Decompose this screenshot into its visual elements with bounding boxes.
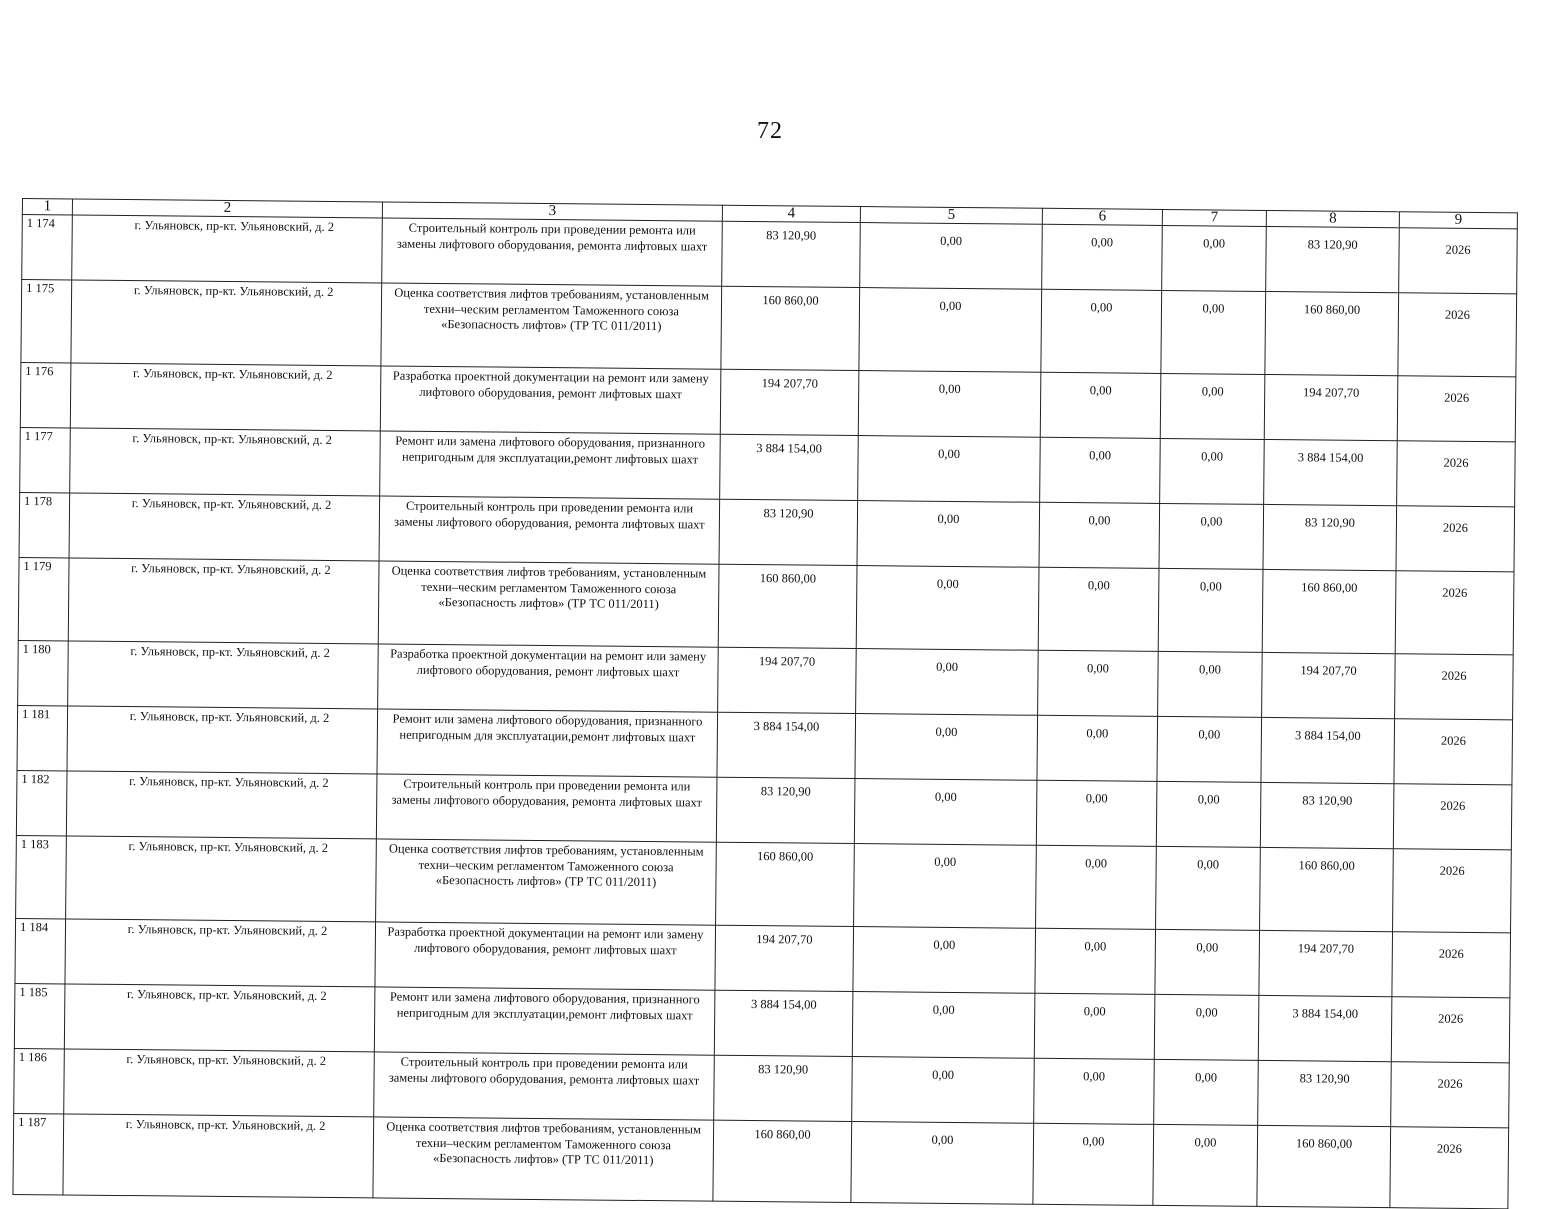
col5-cell: 0,00 (856, 649, 1039, 716)
row-number: 1 177 (20, 427, 71, 492)
year-cell: 2026 (1398, 293, 1517, 377)
row-number: 1 175 (21, 280, 72, 363)
col6-cell: 0,00 (1034, 1058, 1155, 1124)
table-row (21, 280, 1517, 377)
year-cell: 2026 (1393, 784, 1512, 850)
col7-cell: 0,00 (1158, 568, 1263, 652)
col6-cell: 0,00 (1036, 780, 1157, 846)
header-cell: 2 (72, 199, 382, 218)
address-cell: г. Ульяновск, пр-кт. Ульяновский, д. 2 (70, 363, 381, 431)
table-row (16, 835, 1512, 932)
col7-cell: 0,00 (1155, 929, 1260, 995)
work-type-cell: Разработка проектной документации на ремонт или замену лифтового оборудования, ремонт лифтовых шахт (380, 366, 721, 434)
header-cell: 1 (22, 199, 72, 215)
col6-cell: 0,00 (1036, 845, 1157, 929)
work-type-cell: Оценка соответствия лифтов требованиям, установленным техни–ческим регламентом Таможенного союза «Безопасность лифтов» (ТР ТС 011/2011) (376, 839, 717, 925)
col7-cell: 0,00 (1159, 503, 1264, 569)
header-cell: 6 (1042, 208, 1162, 225)
col7-cell: 0,00 (1158, 651, 1263, 717)
page-number: 72 (757, 118, 783, 144)
total-cost-cell: 194 207,70 (720, 369, 859, 435)
col7-cell: 0,00 (1156, 846, 1261, 930)
address-cell: г. Ульяновск, пр-кт. Ульяновский, д. 2 (63, 1114, 374, 1198)
address-cell: г. Ульяновск, пр-кт. Ульяновский, д. 2 (68, 558, 379, 644)
col7-cell: 0,00 (1160, 373, 1265, 439)
year-cell: 2026 (1396, 506, 1515, 572)
col8-cell: 83 120,90 (1258, 1060, 1392, 1126)
address-cell: г. Ульяновск, пр-кт. Ульяновский, д. 2 (69, 493, 380, 561)
table-row (13, 1113, 1509, 1208)
year-cell: 2026 (1390, 1127, 1509, 1209)
total-cost-cell: 160 860,00 (716, 842, 855, 926)
total-cost-cell: 160 860,00 (718, 564, 857, 648)
col8-cell: 194 207,70 (1264, 374, 1398, 440)
col7-cell: 0,00 (1154, 1059, 1259, 1125)
work-type-cell: Разработка проектной документации на ремонт или замену лифтового оборудования, ремонт лифтовых шахт (378, 644, 719, 712)
col8-cell: 3 884 154,00 (1261, 717, 1395, 783)
col5-cell: 0,00 (856, 566, 1039, 651)
col6-cell: 0,00 (1042, 224, 1163, 290)
col7-cell: 0,00 (1154, 994, 1259, 1060)
col6-cell: 0,00 (1033, 1123, 1154, 1205)
col5-cell: 0,00 (854, 844, 1037, 929)
year-cell: 2026 (1392, 932, 1511, 998)
work-type-cell: Ремонт или замена лифтового оборудования, признанного непригодным для эксплуатации,ремонт лифтовых шахт (380, 431, 721, 499)
work-type-cell: Оценка соответствия лифтов требованиям, установленным техни–ческим регламентом Таможенного союза «Безопасность лифтов» (ТР ТС 011/2011) (381, 283, 722, 369)
total-cost-cell: 3 884 154,00 (714, 990, 853, 1056)
col6-cell: 0,00 (1038, 650, 1159, 716)
document-sheet (12, 198, 1517, 1209)
col8-cell: 160 860,00 (1260, 847, 1394, 931)
row-number: 1 174 (22, 215, 73, 280)
col5-cell: 0,00 (852, 992, 1035, 1059)
work-type-cell: Разработка проектной документации на ремонт или замену лифтового оборудования, ремонт лифтовых шахт (375, 922, 716, 990)
col5-cell: 0,00 (860, 223, 1043, 290)
address-cell: г. Ульяновск, пр-кт. Ульяновский, д. 2 (65, 919, 376, 987)
col7-cell: 0,00 (1160, 438, 1265, 504)
total-cost-cell: 194 207,70 (715, 925, 854, 991)
total-cost-cell: 83 120,90 (716, 777, 855, 843)
year-cell: 2026 (1395, 654, 1514, 720)
header-cell: 7 (1162, 209, 1266, 226)
col8-cell: 83 120,90 (1263, 504, 1397, 570)
col6-cell: 0,00 (1040, 372, 1161, 438)
total-cost-cell: 160 860,00 (721, 286, 860, 370)
row-number: 1 187 (13, 1113, 64, 1194)
col7-cell: 0,00 (1161, 290, 1266, 374)
row-number: 1 178 (19, 492, 70, 557)
col7-cell: 0,00 (1162, 225, 1267, 291)
col6-cell: 0,00 (1040, 437, 1161, 503)
total-cost-cell: 194 207,70 (718, 647, 857, 713)
row-number: 1 183 (16, 835, 67, 918)
col5-cell: 0,00 (854, 779, 1037, 846)
col8-cell: 160 860,00 (1257, 1125, 1391, 1207)
row-number: 1 181 (17, 705, 68, 770)
year-cell: 2026 (1391, 1062, 1510, 1128)
total-cost-cell: 83 120,90 (714, 1055, 853, 1121)
work-type-cell: Строительный контроль при проведении ремонта или замены лифтового оборудования, ремонта лифтовых шахт (374, 1052, 715, 1120)
year-cell: 2026 (1397, 441, 1516, 507)
total-cost-cell: 83 120,90 (722, 221, 861, 287)
address-cell: г. Ульяновск, пр-кт. Ульяновский, д. 2 (71, 280, 382, 366)
year-cell: 2026 (1391, 997, 1510, 1063)
col5-cell: 0,00 (855, 714, 1038, 781)
work-type-cell: Строительный контроль при проведении ремонта или замены лифтового оборудования, ремонта лифтовых шахт (376, 774, 717, 842)
header-cell: 4 (722, 205, 860, 222)
year-cell: 2026 (1394, 719, 1513, 785)
row-number: 1 180 (18, 640, 69, 705)
col5-cell: 0,00 (851, 1122, 1034, 1205)
col8-cell: 194 207,70 (1259, 930, 1393, 996)
col5-cell: 0,00 (852, 1057, 1035, 1124)
col5-cell: 0,00 (857, 501, 1040, 568)
col7-cell: 0,00 (1153, 1124, 1258, 1206)
header-cell: 5 (860, 207, 1042, 225)
row-number: 1 176 (20, 362, 71, 427)
works-table (12, 198, 1518, 1209)
col8-cell: 160 860,00 (1262, 569, 1396, 653)
address-cell: г. Ульяновск, пр-кт. Ульяновский, д. 2 (68, 641, 379, 709)
year-cell: 2026 (1395, 571, 1514, 655)
col6-cell: 0,00 (1038, 567, 1159, 651)
header-cell: 3 (382, 202, 722, 221)
work-type-cell: Ремонт или замена лифтового оборудования, признанного непригодным для эксплуатации,ремонт лифтовых шахт (374, 987, 715, 1055)
address-cell: г. Ульяновск, пр-кт. Ульяновский, д. 2 (66, 771, 377, 839)
address-cell: г. Ульяновск, пр-кт. Ульяновский, д. 2 (64, 1049, 375, 1117)
col5-cell: 0,00 (853, 927, 1036, 994)
work-type-cell: Строительный контроль при проведении ремонта или замены лифтового оборудования, ремонта лифтовых шахт (382, 218, 723, 286)
col8-cell: 3 884 154,00 (1264, 439, 1398, 505)
year-cell: 2026 (1399, 228, 1518, 294)
row-number: 1 186 (14, 1048, 65, 1113)
col8-cell: 160 860,00 (1265, 291, 1399, 375)
total-cost-cell: 3 884 154,00 (717, 712, 856, 778)
row-number: 1 184 (15, 918, 66, 983)
work-type-cell: Строительный контроль при проведении ремонта или замены лифтового оборудования, ремонта лифтовых шахт (379, 496, 720, 564)
row-number: 1 185 (14, 983, 65, 1048)
header-cell: 8 (1266, 210, 1399, 227)
address-cell: г. Ульяновск, пр-кт. Ульяновский, д. 2 (72, 215, 383, 283)
col7-cell: 0,00 (1156, 781, 1261, 847)
address-cell: г. Ульяновск, пр-кт. Ульяновский, д. 2 (67, 706, 378, 774)
total-cost-cell: 160 860,00 (713, 1120, 852, 1202)
col8-cell: 83 120,90 (1260, 782, 1394, 848)
total-cost-cell: 83 120,90 (719, 499, 858, 565)
row-number: 1 182 (16, 770, 67, 835)
work-type-cell: Оценка соответствия лифтов требованиям, установленным техни–ческим регламентом Таможенного союза «Безопасность лифтов» (ТР ТС 011/2011) (373, 1117, 714, 1201)
col6-cell: 0,00 (1039, 502, 1160, 568)
address-cell: г. Ульяновск, пр-кт. Ульяновский, д. 2 (64, 984, 375, 1052)
col6-cell: 0,00 (1041, 289, 1162, 373)
col8-cell: 3 884 154,00 (1258, 995, 1392, 1061)
col8-cell: 194 207,70 (1262, 652, 1396, 718)
col5-cell: 0,00 (858, 436, 1041, 503)
work-type-cell: Оценка соответствия лифтов требованиям, установленным техни–ческим регламентом Таможенного союза «Безопасность лифтов» (ТР ТС 011/2011) (378, 561, 719, 647)
col5-cell: 0,00 (858, 371, 1041, 438)
header-cell: 9 (1399, 212, 1517, 229)
work-type-cell: Ремонт или замена лифтового оборудования, признанного непригодным для эксплуатации,ремонт лифтовых шахт (377, 709, 718, 777)
row-number: 1 179 (18, 557, 69, 640)
year-cell: 2026 (1397, 376, 1516, 442)
total-cost-cell: 3 884 154,00 (720, 434, 859, 500)
col6-cell: 0,00 (1035, 928, 1156, 994)
year-cell: 2026 (1393, 849, 1512, 933)
table-row (18, 557, 1514, 654)
col8-cell: 83 120,90 (1266, 226, 1400, 292)
address-cell: г. Ульяновск, пр-кт. Ульяновский, д. 2 (70, 428, 381, 496)
col6-cell: 0,00 (1037, 715, 1158, 781)
col5-cell: 0,00 (859, 288, 1042, 373)
col6-cell: 0,00 (1034, 993, 1155, 1059)
address-cell: г. Ульяновск, пр-кт. Ульяновский, д. 2 (66, 836, 377, 922)
col7-cell: 0,00 (1157, 716, 1262, 782)
